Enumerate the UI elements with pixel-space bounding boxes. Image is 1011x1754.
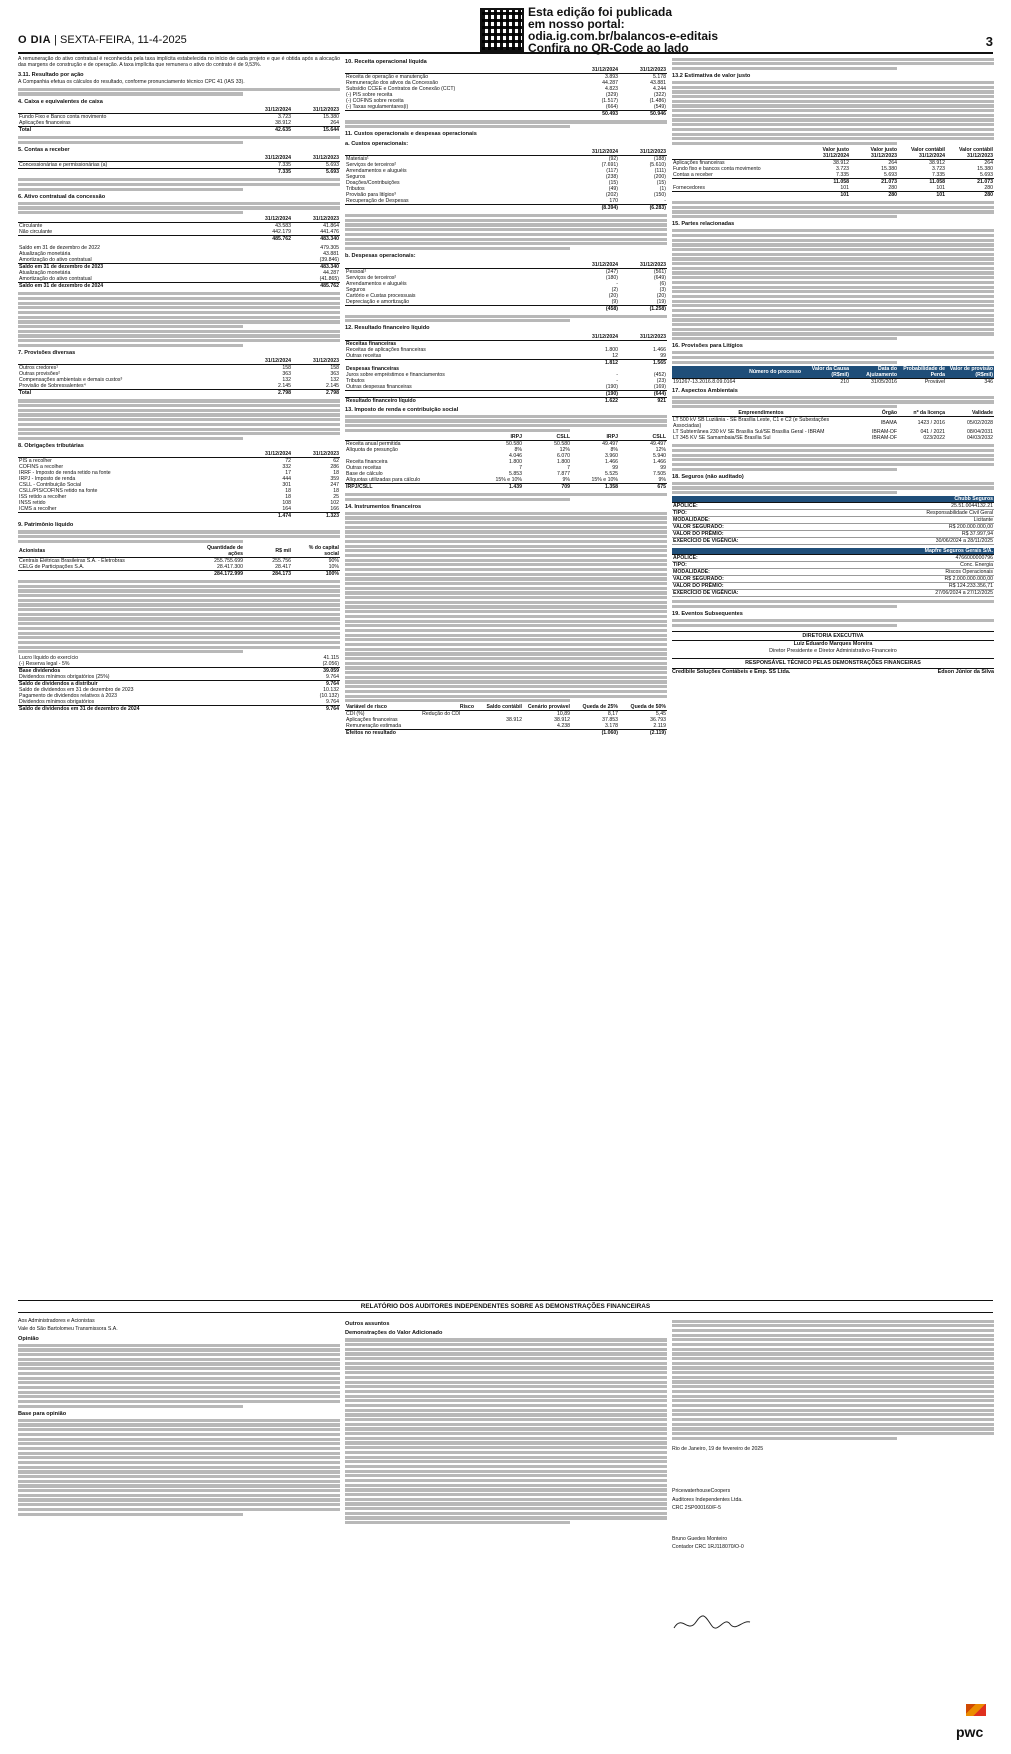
subsection-title: a. Custos operacionais:	[345, 140, 409, 147]
section-title: 12. Resultado financeiro líquido	[345, 325, 430, 332]
operating-expenses-table: 31/12/2024 31/12/2023 Pessoal¹ (247) (561) Serviços de terceiros² (180) (649) Arrendamentos e aluguéis - (6) Seguros (2) (3) Cartório e Custas processuais (20) (20) Depreciação e amortização (9) (19) (458) (1.258)	[346, 261, 666, 312]
page-number: 3	[985, 34, 993, 49]
environmental-table: Empreendimentos Órgão nº da licença Validade LT 500 kV SB Luziânia - SE Brasília Leste, C1 e C2 (e Subestações Associadas) IBAMA 1423 / 2016 05/02/2028 LT Subterrânea 230 kV SE Brasília Sul/SE Brasília Geral - IBRAM IBRAM-DF 041 / 2021 08/04/2031 LT 345 KV SE Samambaia/SE Brasília Sul IBRAM-DF 023/2022 04/03/2032	[673, 410, 993, 442]
provisions-table: 31/12/2024 31/12/2023 Outros credores¹ 158 158 Outras provisões² 363 363 Compensações ambientais e demais custos³ 132 132 Provisão de Sobressalentes⁴ 2.145 2.145 Total 2.798 2.798	[19, 358, 339, 397]
section-title: 19. Eventos Subsequentes	[672, 611, 743, 618]
contract-asset-table: 31/12/2024 31/12/2023 Circulante 43.583 41.864 Não circulante 442.179 441.476 485.762 483.340	[19, 216, 339, 243]
column-2	[345, 56, 667, 739]
masthead: O DIA | SEXTA-FEIRA, 11-4-2025	[18, 34, 187, 46]
section-title: 13. Imposto de renda e contribuição social	[345, 406, 459, 413]
revenue-table: 31/12/2024 31/12/2023 Receita de operação e manutenção 3.893 5.178 Remuneração dos ativos da Concessão 44.287 43.881 Subsídio CCEE e Contratos de Conexão (CCT) 4.823 4.244 (-) PIS sobre receita (329) (322) (-) COFINS sobre receita (1.517) (1.486) (-) Taxas regulamentares(i) (664) (549) 50.493 50.946	[346, 67, 666, 118]
column-1	[18, 56, 340, 715]
insurance-mapfre-table: Mapfre Seguros Gerais S/A. APÓLICE: 4766000000796 TIPO: Conc. Energia MODALIDADE: Riscos Operacionais VALOR SEGURADO: R$ 2.000.000.000,00 VALOR DO PRÊMIO: R$ 124.233.356,71 EXERCÍCIO DE VIGÊNCIA: 27/06/2024 a 27/12/2025	[673, 548, 993, 597]
operating-costs-table: 31/12/2024 31/12/2023 Materiais¹ (92) (188) Serviços de terceiros² (7.691) (5.610) Arrendamentos e aluguéis (117) (111) Seguros (238) (200) Doações/Contribuições (15) (15) Tributos (49) (1) Provisão para litígios³ (202) (150) Recuperação de Despesas 170 - (8.394) (6.283)	[346, 149, 666, 212]
financial-result-table: 31/12/2024 31/12/2023 Receitas financeiras Receitas de aplicações financeiras 1.800 1.466 Outras receitas 12 99 1.812 1.565 Despesas financeiras Juros sobre empréstimos e financiamentos - (452) Tributos - (23) Outras despesas financeiras (190) (169) (190) (644) Resultado financeiro líquido 1.622 921	[346, 333, 666, 404]
auditors-column-3	[672, 1318, 994, 1552]
auditors-report-banner: RELATÓRIO DOS AUDITORES INDEPENDENTES SOBRE AS DEMONSTRAÇÕES FINANCEIRAS	[18, 1300, 993, 1313]
dividends-table: Lucro líquido do exercício 41.115 (-) Reserva legal - 5% (2.056) Base dividendos 39.059 Dividendos mínimos obrigatórios (25%) 9.764 Saldo de dividendos a distribuir 9.764 Saldo de dividendos em 31 de dezembro de 2023 10.132 Pagamento de dividendos relativos à 2023 (10.132) Dividendos mínimos obrigatórios 9.764 Saldo de dividendos em 31 de dezembro de 2024 9.764	[19, 655, 339, 713]
sensitivity-table: Variável de risco Risco Saldo contábil Cenário provável Queda de 25% Queda de 50% CDI (%) Redução do CDI 10,89 8,17 5,45 Aplicações financeiras 38.912 38.912 37.853 36.793 Remuneração estimada 4.238 3.178 2.119 Efeitos no resultado (1.060) (2.119)	[346, 704, 666, 737]
qr-code-icon	[480, 8, 524, 52]
auditors-column-2	[345, 1318, 667, 1526]
section-title: 9. Patrimônio líquido	[18, 522, 74, 529]
section-title: 7. Provisões diversas	[18, 349, 76, 356]
section-title: Opinião	[18, 1335, 39, 1342]
qr-notice: Esta edição foi publicada em nosso portal: odia.ig.com.br/balancos-e-editais Confira no QR-Code ao lado	[528, 5, 719, 55]
section-title: Outros assuntos	[345, 1321, 390, 1327]
section-title: 17. Aspectos Ambientais	[672, 387, 738, 394]
section-title: 15. Partes relacionadas	[672, 221, 735, 228]
receivables-table: 31/12/2024 31/12/2023 Concessionárias e permissionárias (a) 7.335 5.693 7.335 5.693	[19, 155, 339, 176]
pwc-logo-icon: pwc	[956, 1718, 990, 1742]
paragraph: A Companhia efetua os cálculos do resultado, conforme pronunciamento técnico CPC 41 (IAS 33).	[18, 79, 245, 86]
section-title: 14. Instrumentos financeiros	[345, 503, 422, 510]
auditor-crc: CRC 2SP000160/F-5	[672, 1505, 722, 1512]
auditor-firm-2: Auditores Independentes Ltda.	[672, 1496, 743, 1503]
litigation-table: Número do processo Valor da Causa (R$mil) Data do Ajuizamento Probabilidade de Perda Valor de provisão (R$mil) 191267-13.2016.8.09.0164 210 31/05/2016 Provável 346	[673, 365, 993, 385]
directors-block: DIRETORIA EXECUTIVA Luiz Eduardo Marques Moreira Diretor Presidente e Diretor Administrativo-Financeiro RESPONSÁVEL TÉCNICO PELAS DEMONSTRAÇÕES FINANCEIRAS Credibile Soluções Contábeis e Emp. SS Ltda. Edson Júnior da Silva	[672, 632, 994, 675]
fair-value-table: Valor justo 31/12/2024 Valor justo 31/12/2023 Valor contábil 31/12/2024 Valor contábil 31/12/2023 Aplicações financeiras 38.912 264 38.912 264 Fundo fixo e bancos conta movimento 3.723 15.380 3.723 15.380 Contas a receber 7.335 5.693 7.335 5.693 11.058 21.073 11.058 21.073 Fornecedores 101 280 101 280 101 280 101 280	[673, 147, 993, 199]
addressee: Vale do São Bartolomeu Transmissora S.A.	[18, 1326, 118, 1333]
section-title: 3.11. Resultado por ação	[18, 71, 84, 78]
addressee: Aos Administradores e Acionistas	[18, 1318, 95, 1324]
equity-table: Acionistas Quantidade de ações R$ mil % do capital social Centrais Elétricas Brasileiras S.A. - Eletrobras 255.755.699 255.756 90% CELG de Participações S.A. 28.417.300 28.417 10% 284.172.999 284.173 100%	[19, 544, 339, 577]
section-title: 18. Seguros (não auditado)	[672, 473, 744, 480]
partner-name: Bruno Guedes Monteiro	[672, 1535, 728, 1542]
section-title: Base para opinião	[18, 1410, 67, 1417]
section-title: 5. Contas a receber	[18, 146, 70, 153]
income-tax-table: IRPJ CSLL IRPJ CSLL Receita anual permitida 50.580 50.580 49.497 49.497 Alíquota de presunção 8% 12% 8% 12% 4.046 6.070 3.960 5.940 Receita financeira 1.800 1.800 1.466 1.466 Outras receitas 7 7 99 99 Base de cálculo 5.853 7.877 5.525 7.505 Alíquotas utilizadas para cálculo 15% e 10% 9% 15% e 10% 9% IRPJ/CSLL 1.439 709 1.358 675	[346, 433, 666, 490]
subsection-title: Demonstrações do Valor Adicionado	[345, 1330, 443, 1337]
auditors-column-1	[18, 1318, 340, 1517]
contract-asset-movement: Saldo em 31 de dezembro de 2022 479.305 Atualização monetária 43.881 Amortização do ativo contratual (39.846) Saldo em 31 de dezembro de 2023 483.340 Atualização monetária 44.287 Amortização do ativo contratual (41.865) Saldo em 31 de dezembro de 2024 485.762	[19, 245, 339, 290]
section-title: 6. Ativo contratual da concessão	[18, 193, 106, 200]
section-title: 8. Obrigações tributárias	[18, 443, 84, 450]
auditor-firm: PricewaterhouseCoopers	[672, 1488, 731, 1495]
section-title: 16. Provisões para Litígios	[672, 343, 743, 350]
insurance-chubb-table: Chubb Seguros APÓLICE: 25.51.0044132.21 TIPO: Responsabilidade Civil Geral MODALIDADE: Licitante VALOR SEGURADO: R$ 200.000.000,00 VALOR DO PRÊMIO: R$ 37.997,94 EXERCÍCIO DE VIGÊNCIA: 30/06/2024 a 28/11/2025	[673, 496, 993, 545]
subsection-title: b. Despesas operacionais:	[345, 253, 416, 260]
intro-paragraph: A remuneração do ativo contratual é reconhecida pela taxa implícita estabelecida no início de cada projeto e que é obtida após a alocação das margens de construção e de operação. A taxa implícita que remunera o ativo do contrato é de 9,53%.	[18, 56, 340, 69]
place-date: Rio de Janeiro, 19 de fevereiro de 2025	[672, 1445, 764, 1452]
tax-obligations-table: 31/12/2024 31/12/2023 PIS a recolher 72 62 COFINS a recolher 332 286 IRRF - Imposto de renda retido na fonte 17 18 IRPJ - Imposto de renda 444 359 CSLL - Contribuição Social 301 247 CSLL/PIS/COFINS retido na fonte 18 18 ISS retido a recolher 18 25 INSS retido 108 102 ICMS a recolher 164 166 1.474 1.323	[19, 451, 339, 520]
section-title: 13.2 Estimativa de valor justo	[672, 73, 751, 80]
section-title: 10. Receita operacional líquida	[345, 59, 427, 65]
section-title: 4. Caixa e equivalentes de caixa	[18, 98, 103, 105]
signature-icon	[672, 1610, 752, 1636]
cash-table: 31/12/2024 31/12/2023 Fundo Fixo e Banco conta movimento 3.723 15.380 Aplicações financeiras 38.912 264 Total 42.635 15.644	[19, 106, 339, 133]
partner-crc: Contador CRC 1RJ118070/O-0	[672, 1543, 744, 1550]
page-header	[18, 6, 993, 54]
column-3	[672, 56, 994, 675]
section-title: 11. Custos operacionais e despesas operacionais	[345, 131, 477, 138]
